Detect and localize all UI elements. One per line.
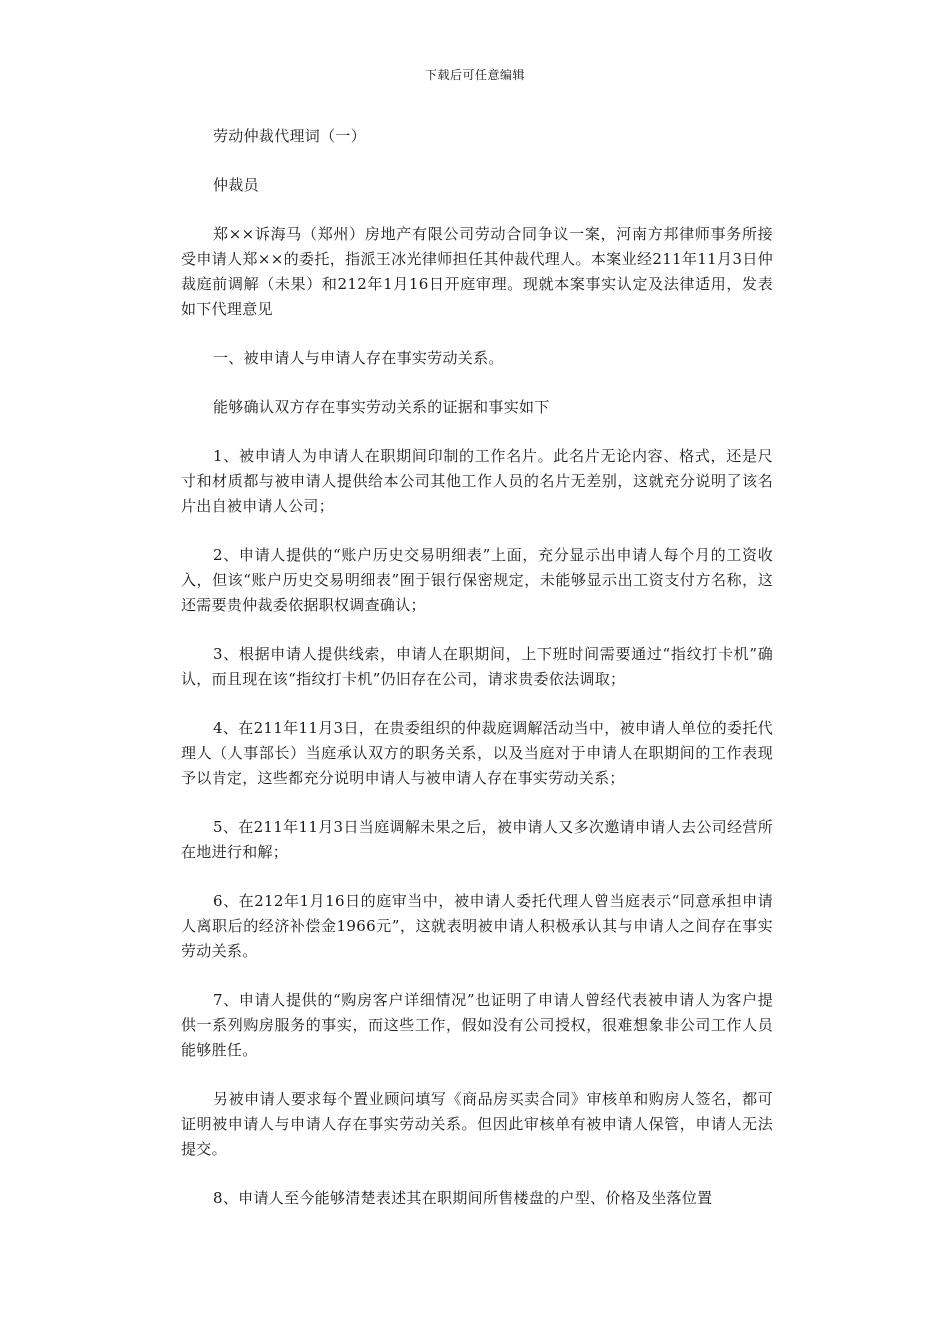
paragraph-item-4: 4、在211年11月3日，在贵委组织的仲裁庭调解活动当中，被申请人单位的委托代理人（人事部长）当庭承认双方的职务关系，以及当庭对于申请人在职期间的工作表现予以肯定，这些都充分说明申请人与被申请人存在事实劳动关系； bbox=[181, 719, 773, 787]
paragraph-supplement: 另被申请人要求每个置业顾问填写《商品房买卖合同》审核单和购房人签名，都可证明被申请人与申请人存在事实劳动关系。但因此审核单有被申请人保管，申请人无法提交。 bbox=[181, 1090, 773, 1158]
page-header: 下载后可任意编辑 bbox=[424, 68, 525, 82]
section-heading: 一、被申请人与申请人存在事实劳动关系。 bbox=[213, 349, 504, 367]
paragraph-item-6: 6、在212年1月16日的庭审当中，被申请人委托代理人曾当庭表示“同意承担申请人离职后的经济补偿金1966元”，这就表明被申请人积极承认其与申请人之间存在事实劳动关系。 bbox=[181, 892, 773, 960]
paragraph-item-7: 7、申请人提供的“购房客户详细情况”也证明了申请人曾经代表被申请人为客户提供一系列购房服务的事实，而这些工作，假如没有公司授权，很难想象非公司工作人员能够胜任。 bbox=[181, 991, 773, 1059]
paragraph-item-2: 2、申请人提供的“账户历史交易明细表”上面，充分显示出申请人每个月的工资收入，但该“账户历史交易明细表”囿于银行保密规定，未能够显示出工资支付方名称，这还需要贵仲裁委依据职权调查确认； bbox=[181, 546, 773, 614]
paragraph-item-1: 1、被申请人为申请人在职期间印制的工作名片。此名片无论内容、格式，还是尺寸和材质都与被申请人提供给本公司其他工作人员的名片无差别，这就充分说明了该名片出自被申请人公司； bbox=[181, 447, 773, 515]
salutation: 仲裁员 bbox=[213, 176, 259, 194]
paragraph-item-5: 5、在211年11月3日当庭调解未果之后，被申请人又多次邀请申请人去公司经营所在地进行和解； bbox=[181, 818, 773, 861]
paragraph-item-3: 3、根据申请人提供线索，申请人在职期间，上下班时间需要通过“指纹打卡机”确认，而且现在该“指纹打卡机”仍旧存在公司，请求贵委依法调取； bbox=[181, 645, 773, 688]
paragraph-intro: 郑××诉海马（郑州）房地产有限公司劳动合同争议一案，河南方邦律师事务所接受申请人郑××的委托，指派王冰光律师担任其仲裁代理人。本案业经211年11月3日仲裁庭前调解（未果）和212年1月16日开庭审理。现就本案事实认定及法律适用，发表如下代理意见 bbox=[181, 225, 773, 318]
document-body bbox=[181, 124, 773, 1235]
paragraph-evidence-lead: 能够确认双方存在事实劳动关系的证据和事实如下 bbox=[213, 398, 550, 416]
document-title: 劳动仲裁代理词（一） bbox=[213, 127, 367, 145]
paragraph-item-8: 8、申请人至今能够清楚表述其在职期间所售楼盘的户型、价格及坐落位置 bbox=[213, 1189, 713, 1207]
